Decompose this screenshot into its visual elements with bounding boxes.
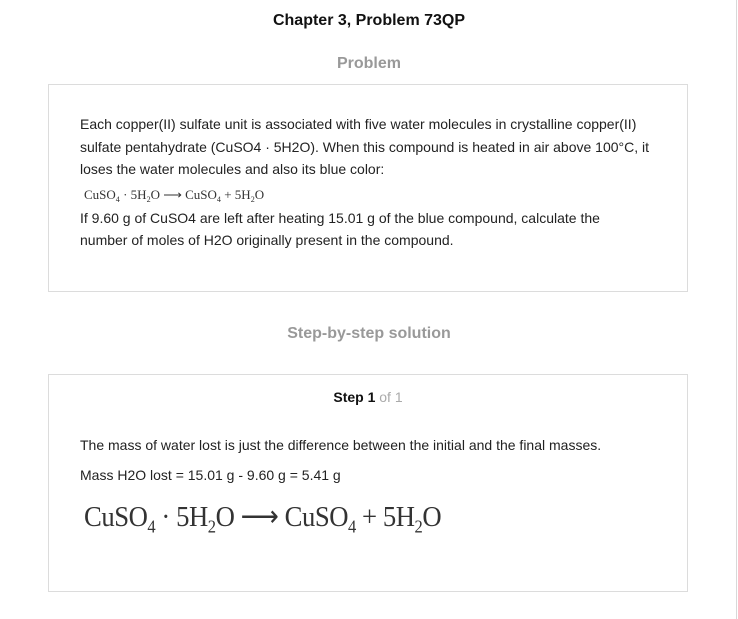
problem-line-5: number of moles of H2O originally present in the compound. <box>80 232 454 248</box>
solution-equation <box>84 499 442 537</box>
problem-line-2: sulfate pentahydrate (CuSO4 · 5H2O). When this compound is heated in air above 100°C, it <box>80 138 650 155</box>
step-header <box>49 389 687 405</box>
page-right-border <box>736 0 737 619</box>
big-eq-water-coeff: 5H <box>176 501 208 533</box>
solution-text-1: The mass of water lost is just the difference between the initial and the final masses. <box>80 437 602 453</box>
eq-right-water-sub: 2 <box>250 194 255 204</box>
problem-line-4: If 9.60 g of CuSO4 are left after heating 15.01 g of the blue compound, calculate the <box>80 209 600 226</box>
big-eq-left-formula: CuSO <box>84 501 148 533</box>
eq-right-water: 5H <box>234 186 251 202</box>
problem-heading: Problem <box>336 55 401 72</box>
big-eq-plus: + <box>362 501 377 533</box>
step-of: of 1 <box>379 389 403 405</box>
solution-text-2: Mass H2O lost = 15.01 g - 9.60 g = 5.41 g <box>80 467 341 483</box>
eq-dot: · <box>123 186 128 202</box>
eq-right-water-o: O <box>254 186 265 202</box>
eq-left-sub: 4 <box>115 194 120 204</box>
eq-arrow: ⟶ <box>163 186 182 202</box>
eq-left-formula: CuSO <box>84 186 116 202</box>
eq-plus: + <box>224 186 232 202</box>
big-eq-water-sub: 2 <box>207 516 216 537</box>
big-eq-right-water-o: O <box>422 501 442 533</box>
big-eq-right-sub: 4 <box>348 516 356 537</box>
big-eq-dot: · <box>161 501 170 533</box>
problem-box <box>48 84 688 292</box>
solution-heading: Step-by-step solution <box>287 325 451 342</box>
eq-right-sub: 4 <box>216 194 221 204</box>
problem-equation <box>84 183 680 207</box>
big-eq-left-sub: 4 <box>147 516 156 537</box>
big-eq-right-formula: CuSO <box>284 501 349 533</box>
big-eq-right-water-sub: 2 <box>414 516 423 537</box>
problem-line-1: Each copper(II) sulfate unit is associated with five water molecules in crystalline copper(II) <box>80 116 637 132</box>
eq-right-formula: CuSO <box>185 186 217 202</box>
solution-box <box>48 374 688 592</box>
big-eq-arrow: ⟶ <box>240 501 279 533</box>
page-title: Chapter 3, Problem 73QP <box>272 12 466 29</box>
eq-water-coeff: 5H <box>130 186 147 202</box>
eq-water-o: O <box>150 186 160 202</box>
eq-water-sub: 2 <box>146 194 151 204</box>
step-label: Step 1 <box>333 389 376 405</box>
problem-line-3: loses the water molecules and also its blue color: <box>80 161 385 177</box>
big-eq-right-water: 5H <box>382 501 415 533</box>
big-eq-water-o: O <box>215 501 235 533</box>
